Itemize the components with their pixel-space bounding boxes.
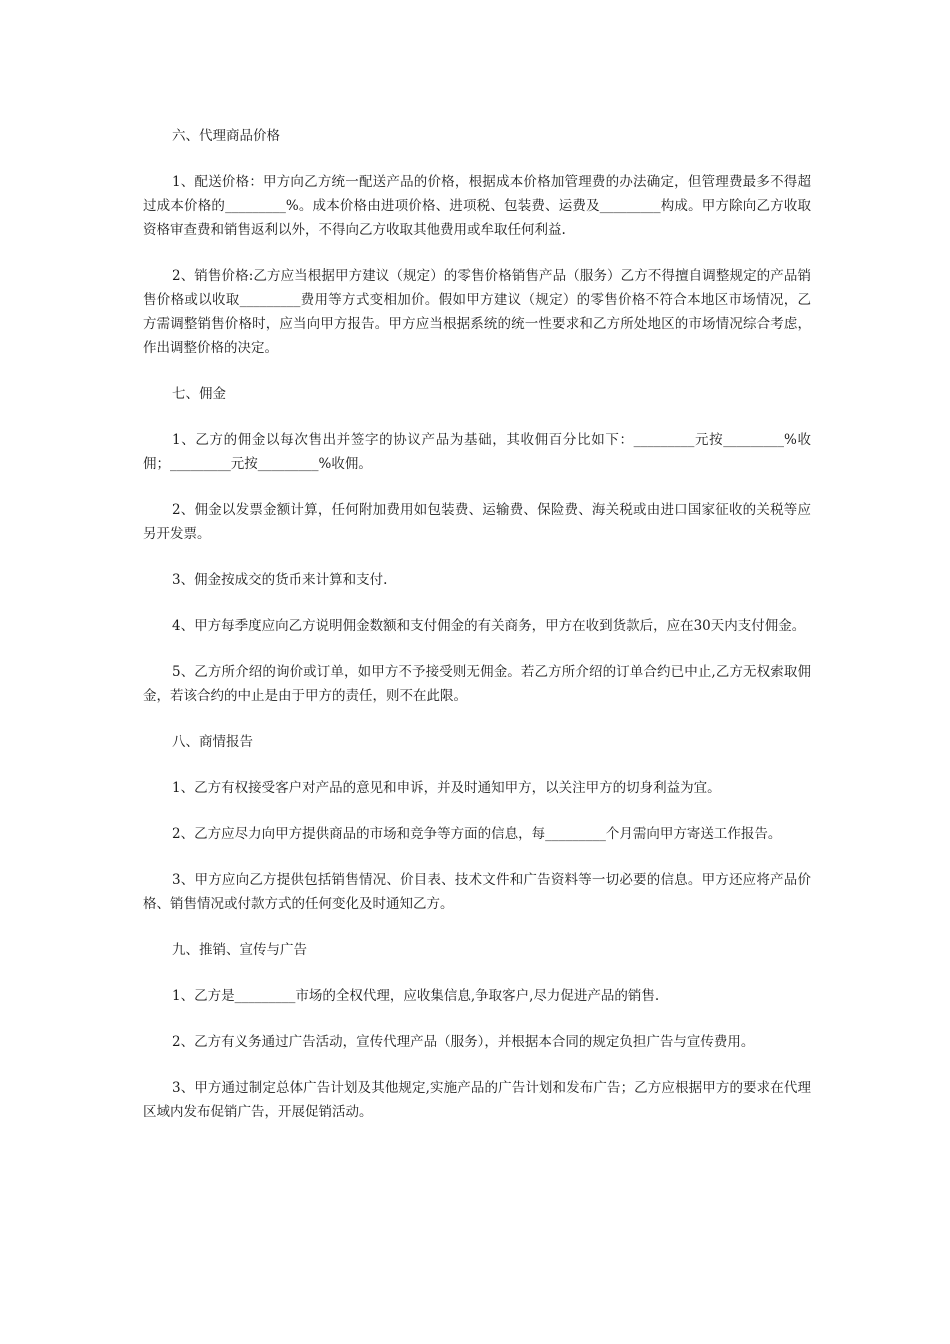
section-agent-pricing — [143, 124, 811, 360]
clause-paragraph: 1、乙方是_________市场的全权代理，应收集信息,争取客户,尽力促进产品的销售. — [172, 988, 660, 1004]
clause-paragraph: 2、乙方应尽力向甲方提供商品的市场和竞争等方面的信息，每_________个月需向甲方寄送工作报告。 — [172, 826, 782, 842]
clause-paragraph: 1、乙方有权接受客户对产品的意见和申诉，并及时通知甲方，以关注甲方的切身利益为宜。 — [172, 780, 721, 796]
clause-paragraph: 2、佣金以发票金额计算，任何附加费用如包装费、运输费、保险费、海关税或由进口国家征收的关税等应另开发票。 — [143, 502, 811, 542]
clause-paragraph: 3、甲方应向乙方提供包括销售情况、价目表、技术文件和广告资料等一切必要的信息。甲方还应将产品价格、销售情况或付款方式的任何变化及时通知乙方。 — [143, 872, 811, 912]
clause-paragraph: 1、乙方的佣金以每次售出并签字的协议产品为基础，其收佣百分比如下：_________元按_________%收佣；_________元按_________%收佣。 — [143, 432, 811, 472]
section-heading: 九、推销、宣传与广告 — [172, 942, 307, 958]
clause-paragraph: 1、配送价格：甲方向乙方统一配送产品的价格，根据成本价格加管理费的办法确定，但管理费最多不得超过成本价格的_________%。成本价格由进项价格、进项税、包装费、运费及_________构成。甲方除向乙方收取资格审查费和销售返利以外，不得向乙方收取其他费用或牟取任何利益. — [143, 174, 811, 238]
clause-paragraph: 2、销售价格:乙方应当根据甲方建议（规定）的零售价格销售产品（服务）乙方不得擅自调整规定的产品销售价格或以收取_________费用等方式变相加价。假如甲方建议（规定）的零售价格不符合本地区市场情况，乙方需调整销售价格时，应当向甲方报告。甲方应当根据系统的统一性要求和乙方所处地区的市场情况综合考虑，作出调整价格的决定。 — [143, 268, 811, 356]
clause-paragraph: 5、乙方所介绍的询价或订单，如甲方不予接受则无佣金。若乙方所介绍的订单合约已中止,乙方无权索取佣金，若该合约的中止是由于甲方的责任，则不在此限。 — [143, 664, 811, 704]
section-market-report — [143, 730, 811, 916]
clause-paragraph: 3、佣金按成交的货币来计算和支付. — [172, 572, 388, 588]
section-commission — [143, 382, 811, 708]
section-heading: 八、商情报告 — [172, 734, 253, 750]
section-heading: 七、佣金 — [172, 386, 226, 402]
clause-paragraph: 2、乙方有义务通过广告活动，宣传代理产品（服务），并根据本合同的规定负担广告与宣传费用。 — [172, 1034, 755, 1050]
clause-paragraph: 4、甲方每季度应向乙方说明佣金数额和支付佣金的有关商务，甲方在收到货款后，应在30天内支付佣金。 — [172, 618, 806, 634]
document-page — [143, 124, 811, 1146]
clause-paragraph: 3、甲方通过制定总体广告计划及其他规定,实施产品的广告计划和发布广告；乙方应根据甲方的要求在代理区域内发布促销广告，开展促销活动。 — [143, 1080, 811, 1120]
section-heading: 六、代理商品价格 — [172, 128, 280, 144]
section-promotion-advertising — [143, 938, 811, 1124]
